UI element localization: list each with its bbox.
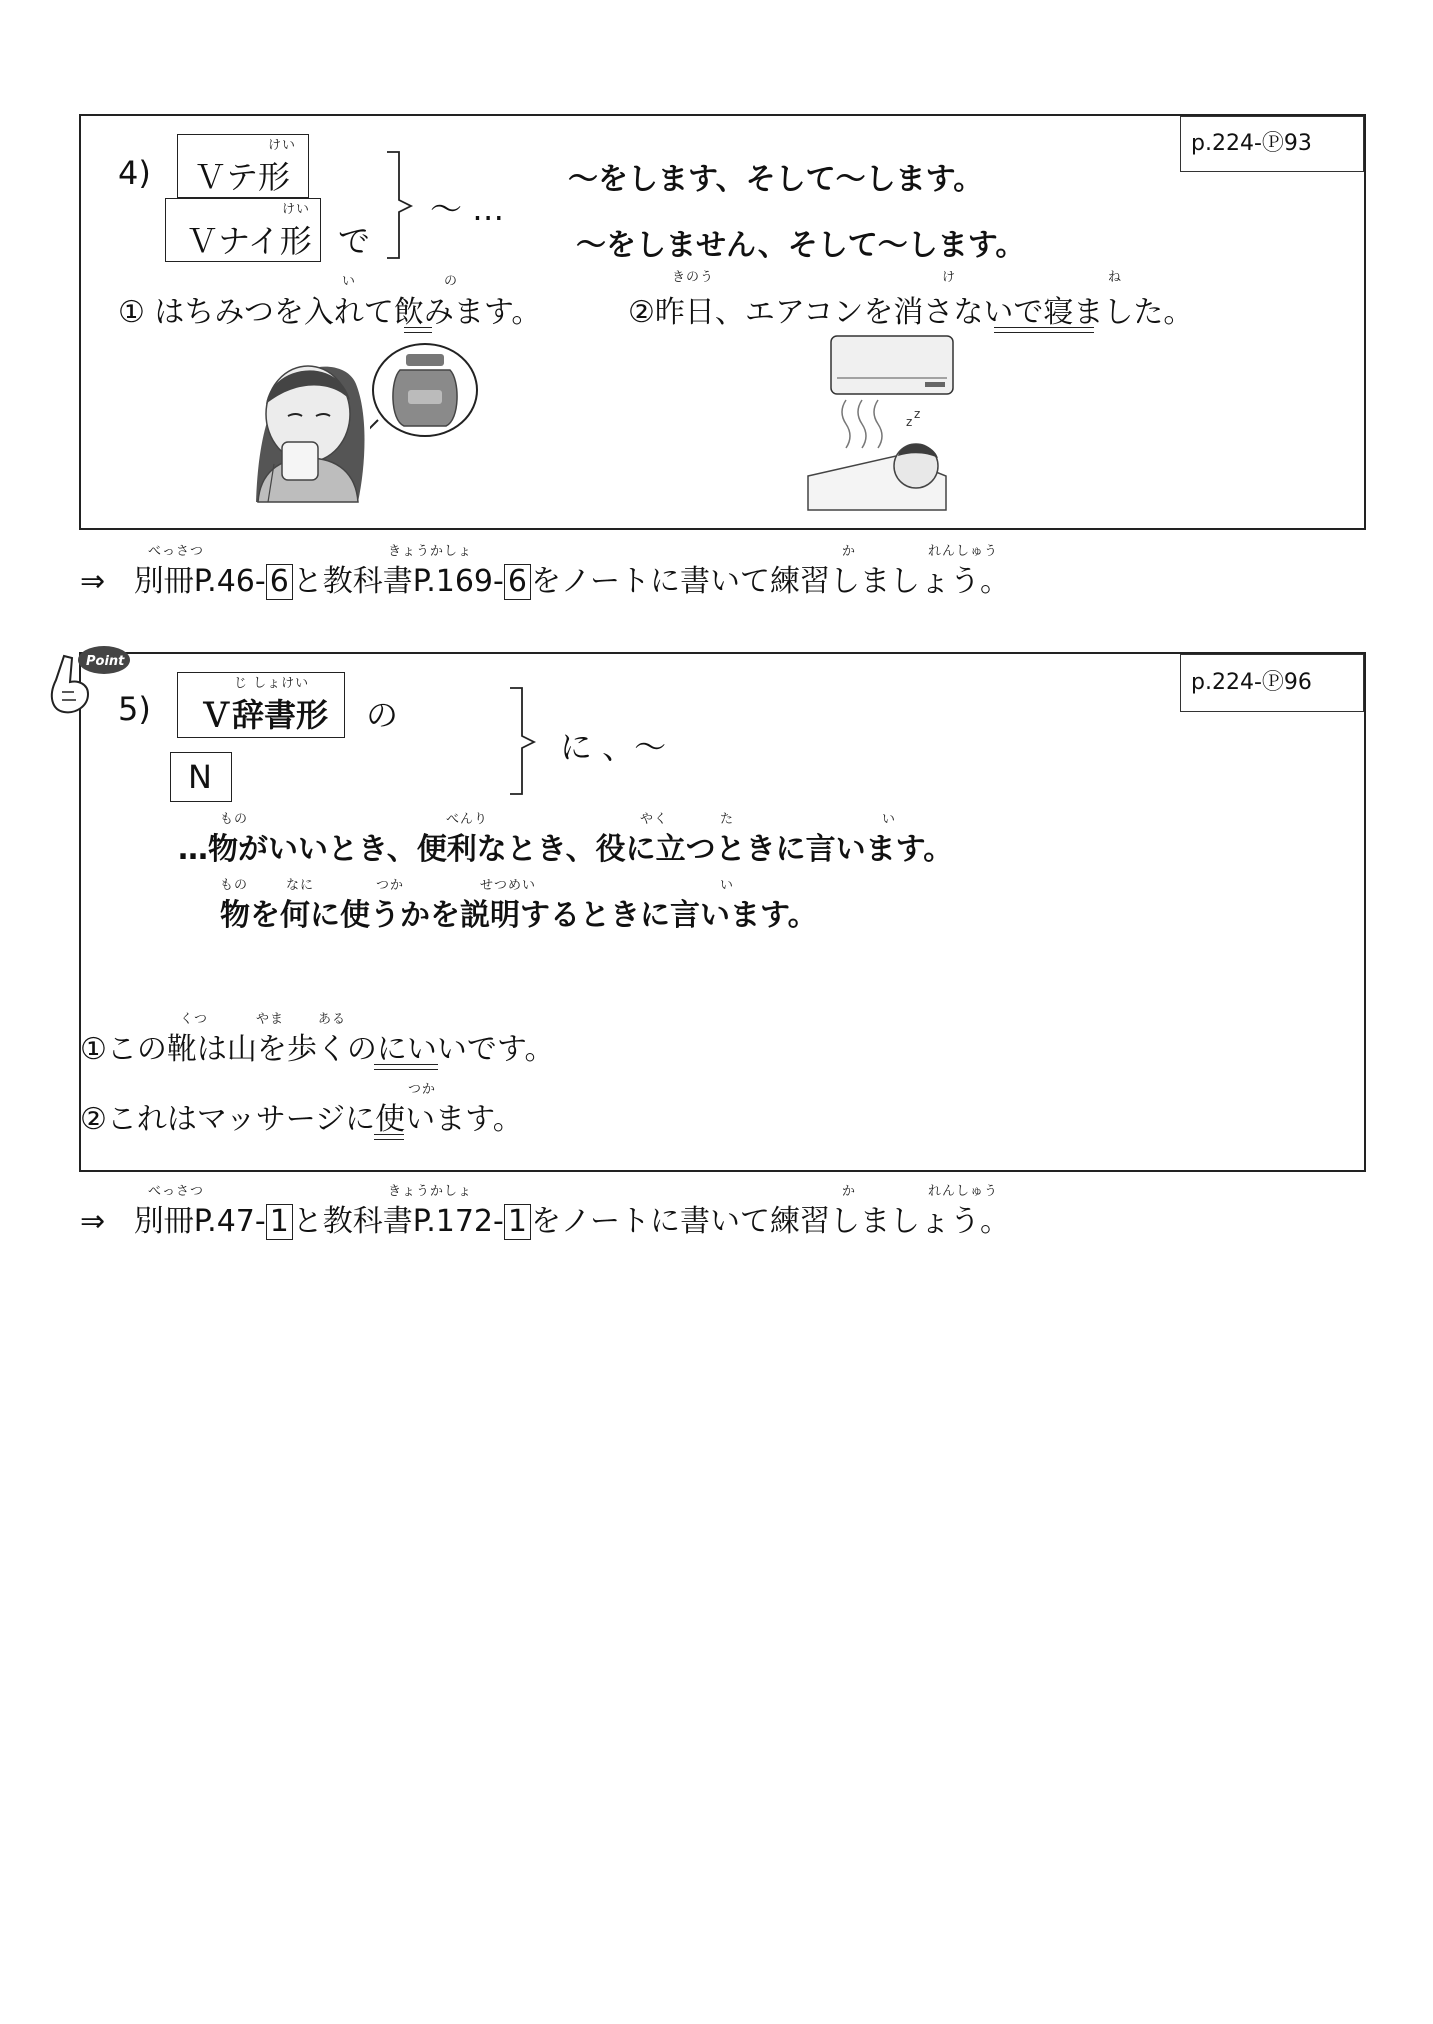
section-4-tilde: ～ … bbox=[430, 190, 505, 228]
svg-text:z: z bbox=[914, 407, 921, 421]
meaning-te: ～をします、そして～します。 bbox=[568, 162, 984, 197]
practice-2-number-b: 1 bbox=[504, 1204, 531, 1240]
ex1-underline bbox=[404, 327, 432, 333]
section-4-number: 4) bbox=[118, 154, 151, 192]
ex1-furigana-nomi: の bbox=[444, 274, 459, 289]
honey-jar-icon bbox=[370, 340, 480, 450]
de-particle: で bbox=[338, 222, 371, 260]
practice-2-furigana-ka: か bbox=[842, 1184, 857, 1199]
practice-1-furigana-kyoukasho: きょうかしょ bbox=[388, 544, 473, 559]
s5-ex1-underline bbox=[374, 1064, 438, 1070]
s5-ex2-furigana-tsuka: つか bbox=[408, 1082, 437, 1097]
sleeping-person-illustration bbox=[806, 396, 956, 512]
exp2-furigana-nani: なに bbox=[286, 878, 315, 893]
exp1-furigana-benri: べんり bbox=[446, 812, 489, 827]
ex2-furigana-ke: け bbox=[942, 270, 957, 285]
s5-ex1-furigana-kutsu: くつ bbox=[180, 1012, 209, 1027]
exp2-furigana-tsuka: つか bbox=[376, 878, 405, 893]
nai-form-furigana: けい bbox=[282, 202, 311, 217]
practice-1-text-a: 別冊P.46- bbox=[133, 564, 266, 599]
point-badge-text: Point bbox=[86, 654, 125, 669]
exp1-furigana-yaku: やく bbox=[640, 812, 669, 827]
section-5-bracket bbox=[508, 686, 538, 796]
practice-1-furigana-renshuu: れんしゅう bbox=[928, 544, 999, 559]
ex1-furigana-ire: い bbox=[342, 274, 357, 289]
section-4-example-2: ②昨日、エアコンを消さないで寝ました。 bbox=[628, 295, 1194, 330]
air-conditioner-icon bbox=[829, 334, 955, 396]
noun-label: N bbox=[188, 758, 212, 796]
practice-2-arrow: ⇒ bbox=[80, 1204, 106, 1239]
s5-ex1-furigana-yama: やま bbox=[256, 1012, 285, 1027]
practice-1-text-b: と教科書P.169- bbox=[292, 564, 504, 599]
exp1-furigana-i: い bbox=[882, 812, 897, 827]
s5-ex2-underline bbox=[374, 1134, 404, 1140]
practice-1-number-b: 6 bbox=[504, 564, 531, 600]
section-5-example-1: ①この靴は山を歩くのにいいです。 bbox=[80, 1032, 555, 1067]
nai-form-label: Ｖナイ形 bbox=[186, 222, 312, 260]
section-4-reference: p.224-Ⓟ93 bbox=[1180, 116, 1364, 172]
exp1-furigana-ta: た bbox=[720, 812, 735, 827]
ex2-underline bbox=[994, 327, 1094, 333]
practice-2-furigana-renshuu: れんしゅう bbox=[928, 1184, 999, 1199]
practice-1-arrow: ⇒ bbox=[80, 564, 106, 599]
s5-ex1-furigana-aru: ある bbox=[318, 1012, 347, 1027]
section-4-example-1: ① はちみつを入れて飲みます。 bbox=[118, 295, 542, 330]
practice-1-furigana-ka: か bbox=[842, 544, 857, 559]
ex2-furigana-kinou: きのう bbox=[672, 270, 715, 285]
exp2-furigana-mono: もの bbox=[220, 878, 249, 893]
jisho-form-furigana: じ しょけい bbox=[234, 676, 310, 691]
te-form-furigana: けい bbox=[268, 138, 297, 153]
practice-2-line bbox=[80, 1196, 1010, 1240]
no-particle: の bbox=[366, 696, 399, 734]
practice-2-furigana-kyoukasho: きょうかしょ bbox=[388, 1184, 473, 1199]
practice-2-number-a: 1 bbox=[266, 1204, 293, 1240]
exp2-furigana-setsumei: せつめい bbox=[480, 878, 537, 893]
practice-1-text-c: をノートに書いて練習しましょう。 bbox=[530, 564, 1011, 599]
section-5-example-2: ②これはマッサージに使います。 bbox=[80, 1102, 523, 1137]
section-5-number: 5) bbox=[118, 690, 151, 728]
practice-2-furigana-bessatsu: べっさつ bbox=[148, 1184, 205, 1199]
section-5-reference: p.224-Ⓟ96 bbox=[1180, 654, 1364, 712]
practice-2-text-c: をノートに書いて練習しましょう。 bbox=[530, 1204, 1011, 1239]
section-5-explanation-1: …物がいいとき、便利なとき、役に立つときに言います。 bbox=[178, 832, 954, 867]
section-4-bracket bbox=[385, 150, 415, 260]
meaning-nai: ～をしません、そして～します。 bbox=[576, 228, 1026, 263]
practice-2-text-b: と教科書P.172- bbox=[292, 1204, 504, 1239]
exp2-furigana-i: い bbox=[720, 878, 735, 893]
jisho-form-label: Ｖ辞書形 bbox=[200, 696, 329, 734]
exp1-furigana-mono: もの bbox=[220, 812, 249, 827]
practice-1-number-a: 6 bbox=[266, 564, 293, 600]
practice-2-text-a: 別冊P.47- bbox=[133, 1204, 266, 1239]
practice-1-furigana-bessatsu: べっさつ bbox=[148, 544, 205, 559]
practice-1-line bbox=[80, 556, 1010, 600]
te-form-label: Ｖテ形 bbox=[194, 158, 291, 196]
ex2-furigana-ne: ね bbox=[1108, 270, 1123, 285]
svg-text:z: z bbox=[906, 415, 913, 429]
ni-particle: に 、～ bbox=[560, 728, 667, 766]
section-5-explanation-2: 物を何に使うかを説明するときに言います。 bbox=[220, 898, 818, 933]
